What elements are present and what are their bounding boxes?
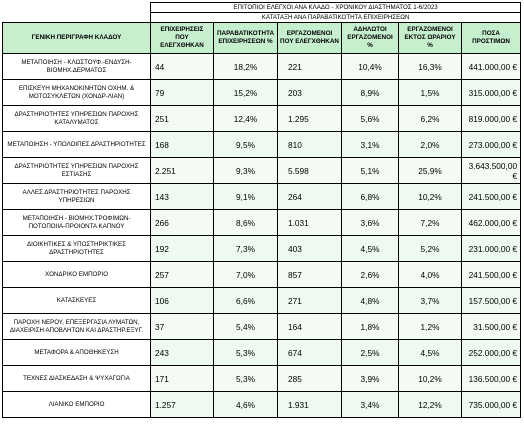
violation-rate-cell: 18,2% <box>214 54 278 80</box>
fines-cell: 315.000,00 € <box>462 80 521 106</box>
overtime-cell: 16,3% <box>399 54 462 80</box>
enterprises-cell: 79 <box>151 80 214 106</box>
undeclared-cell: 3,4% <box>342 392 399 418</box>
fines-cell: 3.643.500,00 € <box>462 158 521 184</box>
sector-cell: ΛΙΑΝΙΚΟ ΕΜΠΟΡΙΟ <box>3 392 151 418</box>
undeclared-cell: 5,6% <box>342 106 399 132</box>
undeclared-cell: 2,6% <box>342 262 399 288</box>
enterprises-cell: 243 <box>151 340 214 366</box>
undeclared-cell: 4,5% <box>342 236 399 262</box>
enterprises-cell: 2.251 <box>151 158 214 184</box>
fines-cell: 735.000,00 € <box>462 392 521 418</box>
table-title: ΕΠΙΤΟΠΙΟΙ ΕΛΕΓΧΟΙ ΑΝΑ ΚΛΑΔΟ - ΧΡΟΝΙΚΟΥ ΔΙΑΣΤΗΜΑΤΟΣ 1-6/2023 <box>151 3 521 13</box>
table-subtitle: ΚΑΤΑΤΑΞΗ ΑΝΑ ΠΑΡΑΒΑΤΙΚΟΤΗΤΑ ΕΠΙΧΕΙΡΗΣΕΩΝ <box>151 13 521 23</box>
overtime-cell: 1,2% <box>399 314 462 340</box>
employees-cell: 857 <box>278 262 342 288</box>
employees-cell: 221 <box>278 54 342 80</box>
column-header-enterprises: ΕΠΙΧΕΙΡΗΣΕΙΣ ΠΟΥ ΕΛΕΓΧΘΗΚΑΝ <box>151 23 214 54</box>
sector-cell: ΜΕΤΑΠΟΙΗΣΗ - ΒΙΟΜΗΧ.ΤΡΟΦΙΜΩΝ-ΠΟΤΟΠΟΙΙΑ-ΠΡΟΙΟΝΤΑ ΚΑΠΝΟΥ <box>3 210 151 236</box>
undeclared-cell: 5,1% <box>342 158 399 184</box>
undeclared-cell: 1,8% <box>342 314 399 340</box>
overtime-cell: 12,2% <box>399 392 462 418</box>
violation-rate-cell: 9,3% <box>214 158 278 184</box>
enterprises-cell: 192 <box>151 236 214 262</box>
sector-cell: ΜΕΤΑΠΟΙΗΣΗ - ΥΠΟΛΟΙΠΕΣ ΔΡΑΣΤΗΡΙΟΤΗΤΕΣ <box>3 132 151 158</box>
sector-cell: ΜΕΤΑΦΟΡΑ & ΑΠΟΘΗΚΕΥΣΗ <box>3 340 151 366</box>
enterprises-cell: 168 <box>151 132 214 158</box>
employees-cell: 403 <box>278 236 342 262</box>
fines-cell: 462.000,00 € <box>462 210 521 236</box>
violation-rate-cell: 5,3% <box>214 340 278 366</box>
sector-cell: ΧΟΝΔΡΙΚΟ ΕΜΠΟΡΙΟ <box>3 262 151 288</box>
overtime-cell: 7,2% <box>399 210 462 236</box>
table-row <box>3 340 521 366</box>
table-row <box>3 132 521 158</box>
subtitle-spacer <box>3 13 151 23</box>
overtime-cell: 6,2% <box>399 106 462 132</box>
employees-cell: 1.295 <box>278 106 342 132</box>
sector-cell: ΕΠΙΣΚΕΥΗ ΜΗΧΑΝΟΚΙΝΗΤΩΝ ΟΧΗΜ. & ΜΟΤΟΣΥΚΛΕΤΩΝ (ΧΟΝΔΡ-ΛΙΑΝ) <box>3 80 151 106</box>
table-row <box>3 158 521 184</box>
violation-rate-cell: 7,0% <box>214 262 278 288</box>
table-row <box>3 80 521 106</box>
enterprises-cell: 143 <box>151 184 214 210</box>
overtime-cell: 25,9% <box>399 158 462 184</box>
violation-rate-cell: 5,4% <box>214 314 278 340</box>
undeclared-cell: 3,1% <box>342 132 399 158</box>
table-row <box>3 392 521 418</box>
employees-cell: 674 <box>278 340 342 366</box>
title-spacer <box>3 3 151 13</box>
column-header-undeclared: ΑΔΗΛΩΤΟΙ ΕΡΓΑΖΟΜΕΝΟΙ % <box>342 23 399 54</box>
sector-cell: ΔΙΟΙΚΗΤΙΚΕΣ & ΥΠΟΣΤΗΡΙΚΤΙΚΕΣ ΔΡΑΣΤΗΡΙΟΤΗΤΕΣ <box>3 236 151 262</box>
sector-cell: ΚΑΤΑΣΚΕΥΕΣ <box>3 288 151 314</box>
table-row <box>3 236 521 262</box>
violation-rate-cell: 8,6% <box>214 210 278 236</box>
overtime-cell: 4,0% <box>399 262 462 288</box>
column-header-overtime: ΕΡΓΑΖΟΜΕΝΟΙ ΕΚΤΟΣ ΩΡΑΡΙΟΥ % <box>399 23 462 54</box>
enterprises-cell: 44 <box>151 54 214 80</box>
column-header-violation-rate: ΠΑΡΑΒΑΤΙΚΟΤΗΤΑ ΕΠΙΧΕΙΡΗΣΕΩΝ % <box>214 23 278 54</box>
overtime-cell: 1,5% <box>399 80 462 106</box>
fines-cell: 157.500,00 € <box>462 288 521 314</box>
overtime-cell: 2,0% <box>399 132 462 158</box>
overtime-cell: 10,2% <box>399 366 462 392</box>
employees-cell: 1.031 <box>278 210 342 236</box>
violation-rate-cell: 12,4% <box>214 106 278 132</box>
undeclared-cell: 3,6% <box>342 210 399 236</box>
overtime-cell: 3,7% <box>399 288 462 314</box>
employees-cell: 810 <box>278 132 342 158</box>
column-header-sector: ΓΕΝΙΚΗ ΠΕΡΙΓΡΑΦΗ ΚΛΑΔΟΥ <box>3 23 151 54</box>
overtime-cell: 10,2% <box>399 184 462 210</box>
fines-cell: 31.500,00 € <box>462 314 521 340</box>
sector-cell: ΔΡΑΣΤΗΡΙΟΤΗΤΕΣ ΥΠΗΡΕΣΙΩΝ ΠΑΡΟΧΗΣ ΕΣΤΙΑΣΗΣ <box>3 158 151 184</box>
table-row <box>3 366 521 392</box>
enterprises-cell: 1.257 <box>151 392 214 418</box>
overtime-cell: 4,5% <box>399 340 462 366</box>
column-header-fines: ΠΟΣΑ ΠΡΟΣΤΙΜΩΝ <box>462 23 521 54</box>
undeclared-cell: 3,9% <box>342 366 399 392</box>
sector-cell: ΠΑΡΟΧΗ ΝΕΡΟΥ, ΕΠΕΞΕΡΓΑΣΙΑ ΛΥΜΑΤΩΝ, ΔΙΑΧΕΙΡΙΣΗ ΑΠΟΒΛΗΤΩΝ ΚΑΙ ΔΡΑΣΤΗΡ.ΕΞΥΓ. <box>3 314 151 340</box>
header-row <box>3 23 521 54</box>
table-row <box>3 54 521 80</box>
sector-cell: ΜΕΤΑΠΟΙΗΣΗ - ΚΛΩΣΤΟΥΦ.-ΕΝΔΥΣΗ-ΒΙΟΜΗΧ.ΔΕΡΜΑΤΟΣ <box>3 54 151 80</box>
enterprises-cell: 106 <box>151 288 214 314</box>
fines-cell: 441.000,00 € <box>462 54 521 80</box>
violation-rate-cell: 7,3% <box>214 236 278 262</box>
sector-cell: ΔΡΑΣΤΗΡΙΟΤΗΤΕΣ ΥΠΗΡΕΣΙΩΝ ΠΑΡΟΧΗΣ ΚΑΤΑΛΥΜΑΤΟΣ <box>3 106 151 132</box>
inspections-table <box>2 2 521 418</box>
violation-rate-cell: 9,5% <box>214 132 278 158</box>
table-row <box>3 288 521 314</box>
fines-cell: 231.000,00 € <box>462 236 521 262</box>
overtime-cell: 5,2% <box>399 236 462 262</box>
fines-cell: 819.000,00 € <box>462 106 521 132</box>
table-row <box>3 262 521 288</box>
undeclared-cell: 2,5% <box>342 340 399 366</box>
violation-rate-cell: 6,6% <box>214 288 278 314</box>
fines-cell: 241.500,00 € <box>462 184 521 210</box>
violation-rate-cell: 5,3% <box>214 366 278 392</box>
fines-cell: 136.500,00 € <box>462 366 521 392</box>
employees-cell: 264 <box>278 184 342 210</box>
employees-cell: 203 <box>278 80 342 106</box>
table-row <box>3 210 521 236</box>
fines-cell: 252.000,00 € <box>462 340 521 366</box>
enterprises-cell: 257 <box>151 262 214 288</box>
undeclared-cell: 8,9% <box>342 80 399 106</box>
sector-cell: ΤΕΧΝΕΣ ΔΙΑΣΚΕΔΑΣΗ & ΨΥΧΑΓΩΓΙΑ <box>3 366 151 392</box>
employees-cell: 285 <box>278 366 342 392</box>
table-row <box>3 314 521 340</box>
fines-cell: 241.500,00 € <box>462 262 521 288</box>
sector-cell: ΑΛΛΕΣ ΔΡΑΣΤΗΡΙΟΤΗΤΕΣ ΠΑΡΟΧΗΣ ΥΠΗΡΕΣΙΩΝ <box>3 184 151 210</box>
enterprises-cell: 251 <box>151 106 214 132</box>
undeclared-cell: 6,8% <box>342 184 399 210</box>
violation-rate-cell: 9,1% <box>214 184 278 210</box>
violation-rate-cell: 15,2% <box>214 80 278 106</box>
enterprises-cell: 37 <box>151 314 214 340</box>
employees-cell: 271 <box>278 288 342 314</box>
violation-rate-cell: 4,6% <box>214 392 278 418</box>
undeclared-cell: 4,8% <box>342 288 399 314</box>
table-row <box>3 184 521 210</box>
column-header-employees: ΕΡΓΑΖΟΜΕΝΟΙ ΠΟΥ ΕΛΕΓΧΘΗΚΑΝ <box>278 23 342 54</box>
employees-cell: 164 <box>278 314 342 340</box>
table-row <box>3 106 521 132</box>
fines-cell: 273.000,00 € <box>462 132 521 158</box>
employees-cell: 1.931 <box>278 392 342 418</box>
undeclared-cell: 10,4% <box>342 54 399 80</box>
enterprises-cell: 171 <box>151 366 214 392</box>
enterprises-cell: 266 <box>151 210 214 236</box>
employees-cell: 5.598 <box>278 158 342 184</box>
